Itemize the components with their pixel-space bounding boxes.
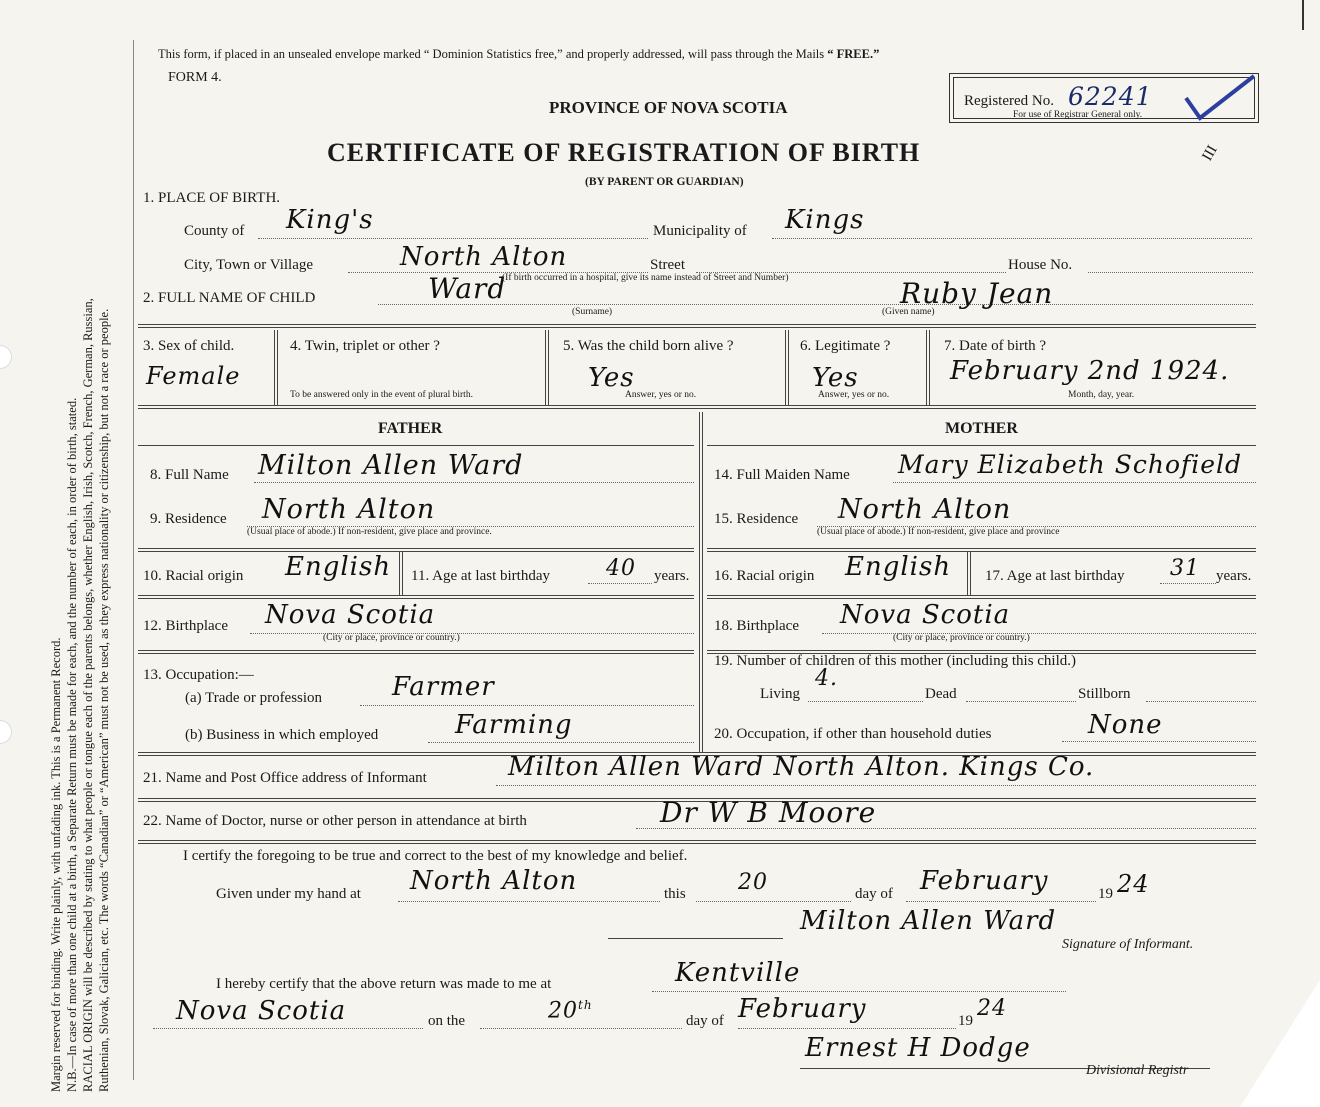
dead-label: Dead: [925, 686, 957, 702]
certify-year: 24: [1117, 870, 1150, 898]
margin-rule: [133, 40, 134, 1080]
father-racial: English: [285, 552, 392, 582]
mother-racial: English: [845, 552, 952, 582]
father-occ-label: 13. Occupation:—: [143, 667, 254, 683]
certify-day: 20: [738, 870, 768, 895]
registered-label: Registered No.: [964, 93, 1054, 109]
municipality-label: Municipality of: [653, 223, 747, 239]
father-racial-label: 10. Racial origin: [143, 568, 244, 584]
street-label: Street: [650, 257, 685, 273]
given-label: Given under my hand at: [216, 886, 361, 902]
sex-label: 3. Sex of child.: [143, 338, 235, 354]
father-name-label: 8. Full Name: [150, 467, 229, 483]
county-label: County of: [184, 223, 245, 239]
punch-hole: [0, 345, 12, 369]
house-label: House No.: [1008, 257, 1073, 273]
margin-note-line: Ruthenian, Slovak, Galician, etc. The words “Canadian” or “American” must not be used, as they express nationality or citizenship, but not a race or people.: [97, 308, 111, 1092]
mother-racial-label: 16. Racial origin: [714, 568, 815, 584]
father-age-label: 11. Age at last birthday: [411, 568, 550, 584]
checkmark-icon: [1180, 70, 1260, 130]
mail-notice-text: This form, if placed in an unsealed envelope marked “ Dominion Statistics free,” and properly addressed, will pass through the Mails: [158, 47, 825, 61]
answer-note: Answer, yes or no.: [818, 390, 890, 400]
dob-label: 7. Date of birth ?: [944, 338, 1047, 354]
registrar-note: For use of Registrar General only.: [1013, 110, 1143, 120]
free-label: “ FREE.”: [827, 47, 880, 61]
doctor-label: 22. Name of Doctor, nurse or other person in attendance at birth: [143, 813, 527, 829]
trade-value: Farmer: [392, 672, 495, 702]
this-label: this: [664, 886, 686, 902]
mother-residence: North Alton: [838, 494, 1012, 525]
municipality-value: Kings: [785, 205, 865, 235]
registrar-day-of-label: day of: [686, 1013, 724, 1029]
county-value: King's: [286, 205, 374, 235]
registrar-day-number: 20: [548, 998, 578, 1024]
page-title: CERTIFICATE OF REGISTRATION OF BIRTH: [327, 138, 921, 167]
father-birthplace-label: 12. Birthplace: [143, 618, 228, 634]
answer-note: Answer, yes or no.: [625, 390, 697, 400]
sex-value: Female: [146, 362, 241, 390]
father-bp-caption: (City or place, province or country.): [323, 633, 460, 643]
given-caption: (Given name): [882, 307, 935, 317]
registrar-province: Nova Scotia: [176, 996, 347, 1026]
mail-notice: [158, 47, 879, 62]
business-label: (b) Business in which employed: [185, 727, 379, 743]
margin-note-line: Margin reserved for binding. Write plainly, with unfading ink. This is a Permanent Record.: [49, 637, 63, 1092]
informant-value: Milton Allen Ward North Alton. Kings Co.: [508, 752, 1095, 782]
registrar-signature: Ernest H Dodge: [805, 1033, 1031, 1063]
province-title: PROVINCE OF NOVA SCOTIA: [549, 98, 788, 117]
certify-month: February: [920, 866, 1049, 896]
father-birthplace: Nova Scotia: [265, 600, 436, 630]
registrar-day: [548, 998, 593, 1023]
registrar-caption: Divisional Registr: [1086, 1063, 1189, 1078]
day-of-label: day of: [855, 886, 893, 902]
father-age: 40: [606, 556, 636, 581]
signature-caption: Signature of Informant.: [1062, 937, 1194, 952]
city-label: City, Town or Village: [184, 257, 314, 273]
father-name: Milton Allen Ward: [258, 450, 524, 481]
certify-statement: I certify the foregoing to be true and correct to the best of my knowledge and belief.: [183, 848, 688, 864]
father-heading: FATHER: [378, 420, 443, 437]
trade-label: (a) Trade or profession: [185, 690, 323, 706]
mother-birthplace: Nova Scotia: [840, 600, 1011, 630]
doctor-value: Dr W B Moore: [660, 796, 877, 829]
stillborn-label: Stillborn: [1078, 686, 1131, 702]
mother-res-caption: (Usual place of abode.) If non-resident, give place and province: [817, 527, 1060, 537]
mother-occupation: None: [1088, 710, 1163, 740]
informant-signature: Milton Allen Ward: [800, 906, 1057, 936]
surname-caption: (Surname): [572, 307, 613, 317]
child-name-label: 2. FULL NAME OF CHILD: [143, 290, 316, 306]
punch-hole: [0, 720, 12, 744]
mother-age-label: 17. Age at last birthday: [985, 568, 1125, 584]
margin-note-line: N.B.—In case of more than one child at a birth, a Separate Return must be made for each, and the number of each, in order of birth, stated.: [65, 397, 79, 1092]
alive-value: Yes: [588, 363, 635, 393]
mother-heading: MOTHER: [945, 420, 1018, 437]
twin-label: 4. Twin, triplet or other ?: [290, 338, 440, 354]
children-label: 19. Number of children of this mother (including this child.): [714, 653, 1077, 669]
registrar-day-suffix: th: [578, 998, 593, 1012]
margin-notes: [48, 92, 112, 1092]
alive-label: 5. Was the child born alive ?: [563, 338, 734, 354]
informant-label: 21. Name and Post Office address of Informant: [143, 770, 427, 786]
father-res-caption: (Usual place of abode.) If non-resident, give place and province.: [247, 527, 492, 537]
mother-occ-label: 20. Occupation, if other than household duties: [714, 726, 992, 742]
hospital-note: (If birth occurred in a hospital, give its name instead of Street and Number): [502, 273, 789, 283]
child-surname: Ward: [428, 272, 507, 305]
place-of-birth-label: 1. PLACE OF BIRTH.: [143, 190, 281, 206]
business-value: Farming: [455, 710, 573, 740]
registrar-year-prefix: 19: [958, 1013, 973, 1029]
mother-birthplace-label: 18. Birthplace: [714, 618, 799, 634]
page-subtitle: (BY PARENT OR GUARDIAN): [585, 176, 744, 188]
mother-name: Mary Elizabeth Schofield: [898, 450, 1243, 479]
father-res-label: 9. Residence: [150, 511, 227, 527]
registrar-statement: I hereby certify that the above return was made to me at: [216, 976, 552, 992]
registered-number: 62241: [1068, 82, 1153, 111]
given-at-value: North Alton: [410, 866, 578, 896]
dob-value: February 2nd 1924.: [950, 356, 1230, 386]
torn-corner: [1200, 980, 1320, 1107]
registrar-year: 24: [977, 996, 1007, 1021]
mother-age: 31: [1170, 556, 1200, 581]
legit-label: 6. Legitimate ?: [800, 338, 891, 354]
living-label: Living: [760, 686, 800, 702]
margin-note-line: RACIAL ORIGIN will be described by stating to what people or tongue each of the parents belongs, whether English, Irish, Scotch, French, German, Russian,: [81, 298, 95, 1092]
father-residence: North Alton: [262, 494, 436, 525]
city-value: North Alton: [400, 242, 568, 272]
on-the-label: on the: [428, 1013, 466, 1029]
twin-note: To be answered only in the event of plural birth.: [290, 390, 473, 400]
registrar-month: February: [738, 994, 867, 1024]
edge-mark: [1302, 0, 1304, 30]
mother-name-label: 14. Full Maiden Name: [714, 467, 850, 483]
year-prefix: 19: [1098, 886, 1113, 902]
dob-caption: Month, day, year.: [1068, 390, 1135, 400]
mother-bp-caption: (City or place, province or country.): [893, 633, 1030, 643]
father-years: years.: [654, 568, 690, 584]
registrar-place: Kentville: [675, 958, 801, 988]
corner-mark: III: [1199, 142, 1221, 164]
form-number: FORM 4.: [168, 70, 222, 85]
legit-value: Yes: [812, 363, 859, 393]
child-given-name: Ruby Jean: [900, 277, 1054, 310]
mother-res-label: 15. Residence: [714, 511, 799, 527]
mother-years: years.: [1216, 568, 1252, 584]
living-value: 4.: [815, 666, 838, 691]
